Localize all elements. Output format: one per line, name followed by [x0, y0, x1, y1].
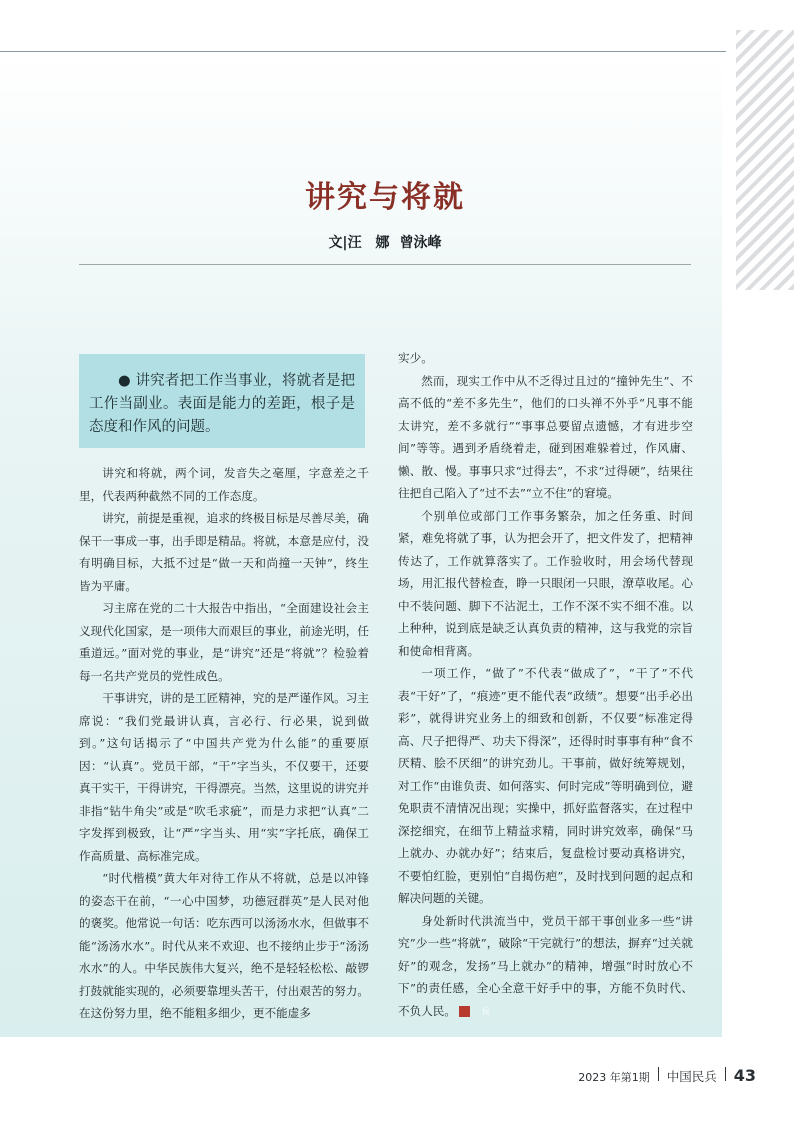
author-1: 汪 娜 [347, 235, 390, 251]
paragraph: 然而，现实工作中从不乏得过且过的“撞钟先生”、不高不低的“差不多先生”，他们的口头禅不外乎“凡事不能太讲究，差不多就行”“事事总要留点遗憾，才有进步空间”等等。遇到矛盾绕着走，碰到困难躲着过，作风庸、懒、散、慢。事事只求“过得去”，不求“过得硬”，结果往往把自己陷入了“过不去”“立不住”的窘境。 [398, 373, 693, 500]
paragraph: 讲究，前提是重视，追求的终极目标是尽善尽美，确保干一事成一事，出手即是精品。将就，本意是应付，没有明确目标，大抵不过是“做一天和尚撞一天钟”，终生皆为平庸。 [79, 511, 369, 593]
left-column [79, 462, 369, 1025]
summary-box: ● 讲究者把工作当事业，将就者是把工作当副业。表面是能力的差距，根子是态度和作风的问题。 [79, 354, 365, 448]
byline-prefix: 文| [328, 235, 348, 251]
paragraph: 个别单位或部门工作事务繁杂，加之任务重、时间紧，难免将就了事，认为把会开了，把文件发了，把精神传达了，工作就算落实了。工作验收时，用会场代替现场，用汇报代替检查，睁一只眼闭一只眼，潦草收尾。心中不装问题、脚下不沾泥土，工作不深不实不细不准。以上种种，说到底是缺乏认真负责的精神，这与我党的宗旨和使命相背离。 [398, 508, 693, 658]
paragraph: 习主席在党的二十大报告中指出，“全面建设社会主义现代化国家，是一项伟大而艰巨的事业，前途光明，任重道远。”面对党的事业，是“讲究”还是“将就”？检验着每一名共产党员的党性成色。 [79, 601, 369, 683]
magazine-name: 中国民兵 [666, 1069, 717, 1084]
paragraph-continuation: 实少。 [398, 351, 433, 365]
paragraph: 一项工作，“做了”不代表“做成了”，“干了”不代表“干好”了，“痕迹”更不能代表“政绩”。想要“出手必出彩”，就得讲究业务上的细致和创新，不仅要“标准定得高、尺子把得严、功夫下得深”，还得时时事事有种“食不厌精、脍不厌细”的讲究劲儿。干事前，做好统筹规划，对工作“由谁负责、如何落实、何时完成”等明确到位，避免职责不清情况出现；实操中，抓好监督落实，在过程中深挖细究，在细节上精益求精，同时讲究效率，确保“马上就办、办就办好”；结束后，复盘检讨要动真格讲究，不要怕红脸，更别怕“自揭伤疤”，及时找到问题的起点和解决问题的关键。 [398, 666, 693, 905]
issue-label: 2023 年第1期 [578, 1071, 650, 1084]
end-mark-icon: 民 [459, 1006, 470, 1017]
paragraph [398, 910, 693, 1023]
paragraph: 干事讲究，讲的是工匠精神，究的是严谨作风。习主席说：“我们党最讲认真，言必行、行必果，说到做到。”这句话揭示了“中国共产党为什么能”的重要原因：“认真”。党员干部，“干”字当头，不仅要干，还要真干实干，干得讲究，干得漂亮。当然，这里说的讲究并非指“钻牛角尖”或是“吹毛求疵”，而是力求把“认真”二字发挥到极致，让“严”字当头、用“实”字托底，确保工作高质量、高标准完成。 [79, 691, 369, 863]
paragraph: 讲究和将就，两个词，发音失之毫厘，字意差之千里，代表两种截然不同的工作态度。 [79, 466, 369, 503]
right-column [398, 347, 693, 1022]
byline [0, 232, 770, 252]
top-rule [0, 51, 726, 52]
footer-separator [725, 1067, 726, 1081]
page-number: 43 [733, 1066, 756, 1085]
paragraph: “时代楷模”黄大年对待工作从不将就，总是以冲锋的姿态干在前，“一心中国梦，功德冠群英”是人民对他的褒奖。他常说一句话：吃东西可以汤汤水水，但做事不能“汤汤水水”。时代从来不欢迎、也不接纳止步于“汤汤水水”的人。中华民族伟大复兴，绝不是轻轻松松、敲锣打鼓就能实现的，必须要靠埋头苦干，付出艰苦的努力。在这份努力里，绝不能粗多细少，更不能虚多 [79, 871, 369, 1020]
closing-text: 身处新时代洪流当中，党员干部干事创业多一些“讲究”少一些“将就”，破除“干完就行”的想法，摒弃“过关就好”的观念，发扬“马上就办”的精神，增强“时时放心不下”的责任感，全心全意干好手中的事，方能不负时代、不负人民。 [398, 913, 693, 1018]
title-divider [79, 264, 691, 265]
author-2: 曾泳峰 [399, 235, 442, 251]
footer-separator [658, 1067, 659, 1081]
article-title: 讲究与将就 [305, 180, 465, 215]
page-footer [578, 1066, 756, 1085]
